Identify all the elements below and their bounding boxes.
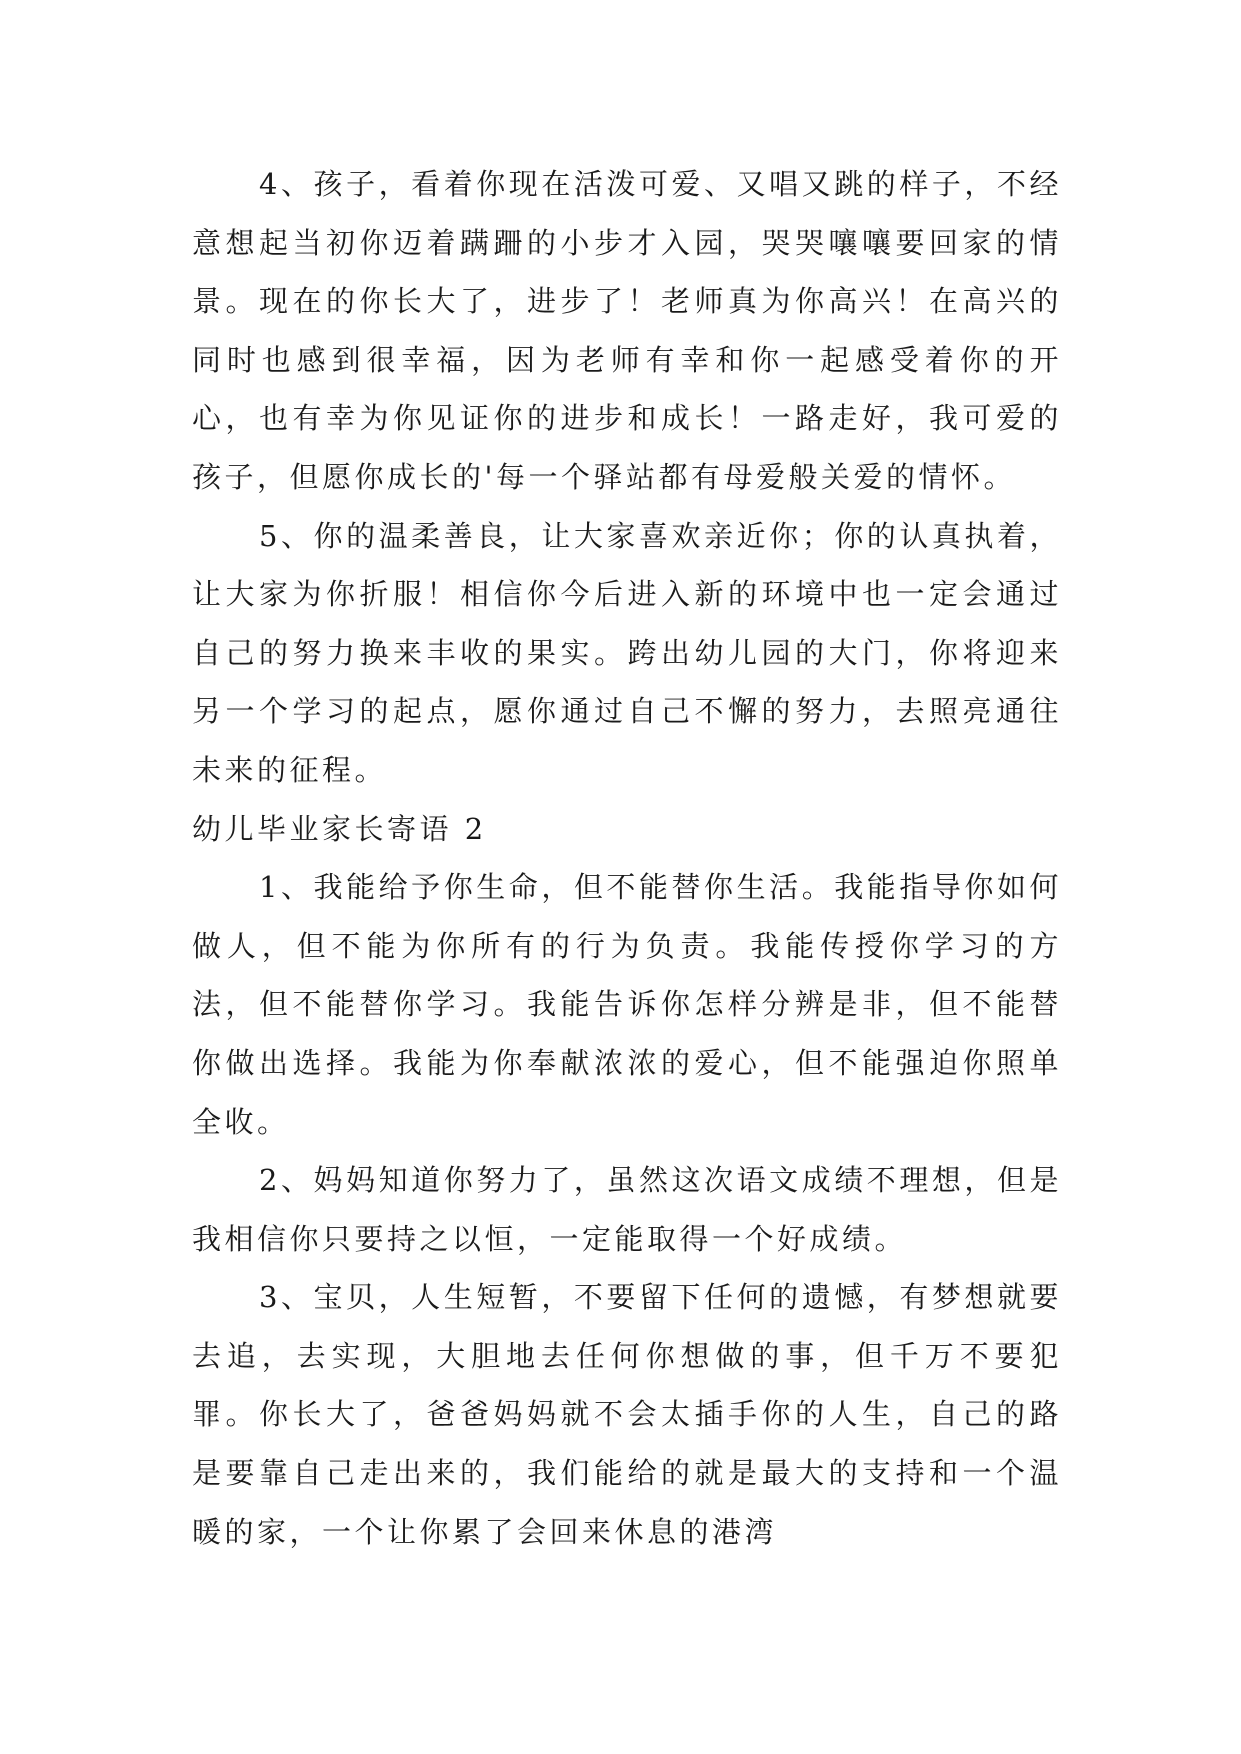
document-page: [192, 155, 1062, 1561]
paragraph-item-3: 3、宝贝，人生短暂，不要留下任何的遗憾，有梦想就要去追，去实现，大胆地去任何你想做的事，但千万不要犯罪。你长大了，爸爸妈妈就不会太插手你的人生，自己的路是要靠自己走出来的，我们能给的就是最大的支持和一个温暖的家，一个让你累了会回来休息的港湾: [192, 1280, 1062, 1549]
section-heading: 幼儿毕业家长寄语 2: [192, 811, 487, 846]
paragraph-item-5: 5、你的温柔善良，让大家喜欢亲近你；你的认真执着，让大家为你折服！相信你今后进入新的环境中也一定会通过自己的努力换来丰收的果实。跨出幼儿园的大门，你将迎来另一个学习的起点，愿你通过自己不懈的努力，去照亮通往未来的征程。: [192, 518, 1062, 787]
paragraph-item-2: 2、妈妈知道你努力了，虽然这次语文成绩不理想，但是我相信你只要持之以恒，一定能取得一个好成绩。: [192, 1163, 1062, 1256]
paragraph-item-1: 1、我能给予你生命，但不能替你生活。我能指导你如何做人，但不能为你所有的行为负责。我能传授你学习的方法，但不能替你学习。我能告诉你怎样分辨是非，但不能替你做出选择。我能为你奉献浓浓的爱心，但不能强迫你照单全收。: [192, 870, 1062, 1139]
paragraph-item-4: 4、孩子，看着你现在活泼可爱、又唱又跳的样子，不经意想起当初你迈着蹒跚的小步才入园，哭哭嚷嚷要回家的情景。现在的你长大了，进步了！老师真为你高兴！在高兴的同时也感到很幸福，因为老师有幸和你一起感受着你的开心，也有幸为你见证你的进步和成长！一路走好，我可爱的孩子，但愿你成长的'每一个驿站都有母爱般关爱的情怀。: [192, 167, 1062, 494]
